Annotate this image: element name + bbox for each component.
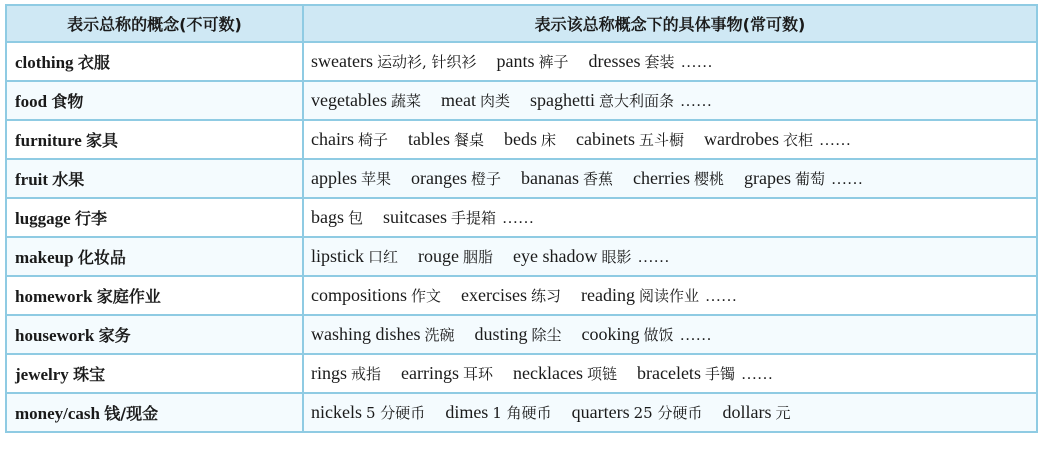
example-english: bags (311, 207, 344, 227)
concept-english: money/cash (15, 404, 100, 423)
concept-cell (6, 198, 303, 237)
example-english: vegetables (311, 90, 387, 110)
example-item (572, 402, 703, 423)
ellipsis: …… (830, 171, 863, 188)
example-chinese: 香蕉 (582, 170, 613, 188)
example-item (311, 51, 477, 72)
example-chinese: 餐桌 (454, 131, 485, 149)
table-row (6, 198, 1037, 237)
examples-cell (303, 276, 1037, 315)
example-english: earrings (401, 363, 459, 383)
example-english: suitcases (383, 207, 447, 227)
example-english: meat (440, 90, 476, 110)
example-english: dresses (588, 51, 641, 71)
example-english: nickels (311, 402, 362, 422)
table-row (6, 315, 1037, 354)
example-chinese: 元 (775, 404, 791, 422)
concept-chinese: 衣服 (77, 53, 110, 72)
examples-cell (303, 315, 1037, 354)
example-item (311, 402, 425, 423)
example-english: tables (408, 129, 450, 149)
concept-english: luggage (15, 209, 71, 228)
example-english: reading (581, 285, 635, 305)
example-chinese: 阅读作业 (639, 287, 700, 305)
examples-cell (303, 393, 1037, 432)
examples-cell (303, 354, 1037, 393)
example-item (311, 207, 363, 228)
ellipsis: …… (819, 132, 852, 149)
table-row (6, 81, 1037, 120)
concept-chinese: 钱/现金 (104, 404, 159, 423)
example-item (521, 168, 613, 189)
example-item (704, 129, 813, 150)
example-chinese: 蔬菜 (390, 92, 421, 110)
header-row (6, 5, 1037, 42)
example-item (311, 285, 441, 306)
example-english: grapes (743, 168, 791, 188)
concept-english: makeup (15, 248, 74, 267)
example-item (744, 168, 825, 189)
example-chinese: 苹果 (360, 170, 391, 188)
example-item (530, 90, 674, 111)
example-english: cherries (633, 168, 690, 188)
example-item (722, 402, 790, 423)
example-english: dollars (722, 402, 772, 422)
example-item (461, 285, 561, 306)
example-chinese: 葡萄 (794, 170, 825, 188)
example-english: apples (311, 168, 357, 188)
example-english: exercises (461, 285, 527, 305)
example-chinese: 戒指 (351, 365, 382, 383)
example-chinese: 项链 (586, 365, 617, 383)
example-chinese: 胭脂 (463, 248, 494, 266)
example-item (445, 402, 551, 423)
example-item (418, 246, 493, 267)
example-english: pants (496, 51, 535, 71)
example-chinese: 肉类 (479, 92, 510, 110)
concept-english: fruit (15, 170, 49, 189)
example-item (383, 207, 496, 228)
example-english: compositions (311, 285, 408, 305)
example-english: rings (311, 363, 347, 383)
example-english: cooking (581, 324, 640, 344)
table-row (6, 42, 1037, 81)
example-chinese: 衣柜 (783, 131, 814, 149)
example-english: rouge (418, 246, 459, 266)
example-english: cabinets (576, 129, 636, 149)
example-english: wardrobes (704, 129, 780, 149)
examples-cell (303, 120, 1037, 159)
table-row (6, 159, 1037, 198)
examples-cell (303, 159, 1037, 198)
example-chinese: 眼影 (601, 248, 632, 266)
ellipsis: …… (705, 288, 738, 305)
concept-chinese: 水果 (52, 170, 85, 189)
example-item (311, 324, 455, 345)
example-item (311, 246, 398, 267)
concept-english: furniture (15, 131, 82, 150)
vocabulary-table-container (5, 4, 1036, 433)
example-chinese: 裤子 (538, 53, 569, 71)
ellipsis: …… (680, 93, 712, 110)
example-chinese: 耳环 (463, 365, 494, 383)
ellipsis: …… (637, 249, 670, 266)
example-chinese: 手镯 (704, 365, 735, 383)
example-item (513, 363, 617, 384)
example-english: eye shadow (513, 246, 598, 266)
concept-chinese: 珠宝 (73, 365, 106, 384)
example-chinese: 5 分硬币 (366, 404, 426, 422)
example-chinese: 作文 (411, 287, 442, 305)
example-item (401, 363, 493, 384)
example-item (589, 51, 675, 72)
example-item (633, 168, 724, 189)
concept-english: food (15, 92, 48, 111)
example-chinese: 床 (541, 131, 557, 149)
concept-english: clothing (15, 53, 74, 72)
concept-chinese: 食物 (51, 92, 84, 111)
example-chinese: 包 (348, 209, 364, 227)
ellipsis: …… (740, 366, 773, 383)
example-english: dimes (445, 402, 489, 422)
ellipsis: …… (502, 210, 535, 227)
example-item (475, 324, 562, 345)
example-item (637, 363, 735, 384)
concept-chinese: 家务 (98, 326, 131, 345)
example-chinese: 橙子 (470, 170, 501, 188)
table-row (6, 393, 1037, 432)
example-chinese: 洗碗 (424, 326, 455, 344)
example-chinese: 樱桃 (693, 170, 724, 188)
concept-cell (6, 354, 303, 393)
example-chinese: 口红 (368, 248, 399, 266)
example-english: beds (504, 129, 538, 149)
table-row (6, 276, 1037, 315)
concept-chinese: 家庭作业 (96, 287, 161, 306)
example-english: lipstick (311, 246, 364, 266)
example-chinese: 除尘 (531, 326, 562, 344)
example-chinese: 1 角硬币 (492, 404, 552, 422)
example-item (576, 129, 684, 150)
concept-cell (6, 315, 303, 354)
example-item (408, 129, 484, 150)
example-chinese: 运动衫, 针织衫 (376, 53, 477, 71)
table-header (6, 5, 1037, 42)
concept-chinese: 行李 (74, 209, 107, 228)
concept-cell (6, 42, 303, 81)
example-chinese: 椅子 (357, 131, 388, 149)
concept-cell (6, 237, 303, 276)
example-english: spaghetti (529, 90, 595, 110)
example-item (581, 285, 699, 306)
example-english: necklaces (513, 363, 583, 383)
concept-english: homework (15, 287, 93, 306)
example-english: chairs (311, 129, 354, 149)
example-english: sweaters (311, 51, 373, 71)
concept-cell (6, 393, 303, 432)
example-chinese: 25 分硬币 (633, 404, 703, 422)
example-english: washing dishes (311, 324, 421, 344)
example-english: bracelets (636, 363, 701, 383)
concept-english: jewelry (15, 365, 69, 384)
example-english: bananas (521, 168, 579, 188)
example-chinese: 做饭 (643, 326, 674, 344)
examples-cell (303, 81, 1037, 120)
examples-cell (303, 198, 1037, 237)
examples-cell (303, 42, 1037, 81)
example-item (311, 168, 391, 189)
example-item (411, 168, 501, 189)
example-chinese: 意大利面条 (598, 92, 674, 110)
table-row (6, 120, 1037, 159)
example-english: dusting (474, 324, 528, 344)
concept-chinese: 家具 (86, 131, 119, 150)
example-english: oranges (411, 168, 467, 188)
example-english: quarters (571, 402, 630, 422)
header-countable-items: 表示该总称概念下的具体事物(常可数) (303, 5, 1037, 42)
example-item (311, 129, 388, 150)
example-item (497, 51, 569, 72)
example-item (504, 129, 556, 150)
example-item (311, 363, 381, 384)
concept-cell (6, 159, 303, 198)
examples-cell (303, 237, 1037, 276)
table-row (6, 237, 1037, 276)
example-item (582, 324, 674, 345)
concept-english: housework (15, 326, 95, 345)
example-item (311, 90, 421, 111)
table-body (6, 42, 1037, 432)
concept-cell (6, 81, 303, 120)
example-item (441, 90, 510, 111)
concept-cell (6, 276, 303, 315)
ellipsis: …… (680, 54, 713, 71)
table-row (6, 354, 1037, 393)
header-uncountable-concept: 表示总称的概念(不可数) (6, 5, 303, 42)
concept-cell (6, 120, 303, 159)
example-chinese: 套装 (644, 53, 675, 71)
example-chinese: 手提箱 (451, 209, 497, 227)
example-chinese: 五斗橱 (639, 131, 685, 149)
example-item (513, 246, 632, 267)
example-chinese: 练习 (531, 287, 562, 305)
noun-concept-table (5, 4, 1038, 433)
concept-chinese: 化妆品 (77, 248, 126, 267)
ellipsis: …… (679, 327, 712, 344)
